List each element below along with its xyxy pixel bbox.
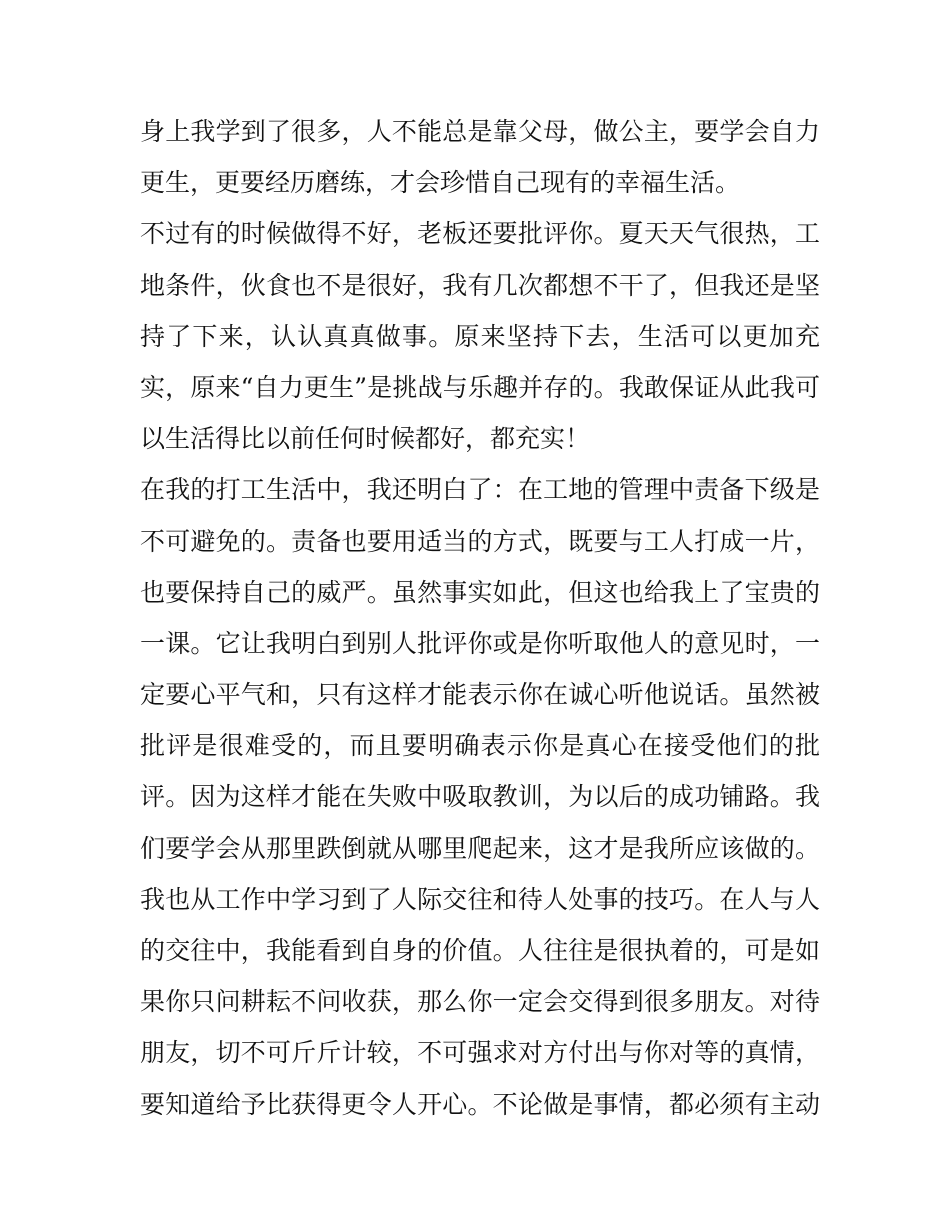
text-line: 身上我学到了很多，人不能总是靠父母，做公主，要学会自力 [140,117,820,146]
text-line: 也要保持自己的威严。虽然事实如此，但这也给我上了宝贵的 [140,577,820,607]
text-line: 一课。它让我明白到别人批评你或是你听取他人的意见时，一 [140,628,820,658]
text-line: 实，原来“自力更生”是挑战与乐趣并存的。我敢保证从此我可 [140,372,820,402]
text-line: 批评是很难受的，而且要明确表示你是真心在接受他们的批 [140,731,820,761]
text-line: 果你只问耕耘不问收获，那么你一定会交得到很多朋友。对待 [140,987,820,1017]
text-line: 我也从工作中学习到了人际交往和待人处事的技巧。在人与人 [140,884,820,914]
text-line: 评。因为这样才能在失败中吸取教训，为以后的成功铺路。我 [140,782,820,812]
text-line: 不可避免的。责备也要用适当的方式，既要与工人打成一片， [140,526,820,556]
text-line: 地条件，伙食也不是很好，我有几次都想不干了，但我还是坚 [140,270,820,300]
text-line: 以生活得比以前任何时候都好，都充实！ [140,424,591,454]
text-line: 要知道给予比获得更令人开心。不论做是事情，都必须有主动 [140,1089,820,1119]
text-line: 们要学会从那里跌倒就从哪里爬起来，这才是我所应该做的。 [140,833,820,863]
text-line: 朋友，切不可斤斤计较，不可强求对方付出与你对等的真情， [140,1038,820,1068]
text-line: 持了下来，认认真真做事。原来坚持下去，生活可以更加充 [140,321,820,351]
text-line: 更生，更要经历磨练，才会珍惜自己现有的幸福生活。 [140,168,741,198]
text-line: 在我的打工生活中，我还明白了：在工地的管理中责备下级是 [140,475,820,505]
text-line: 不过有的时候做得不好，老板还要批评你。夏天天气很热，工 [140,219,820,249]
text-line: 的交往中，我能看到自身的价值。人往往是很执着的，可是如 [140,936,820,965]
text-line: 定要心平气和，只有这样才能表示你在诚心听他说话。虽然被 [140,680,820,710]
body-text [140,106,820,1130]
